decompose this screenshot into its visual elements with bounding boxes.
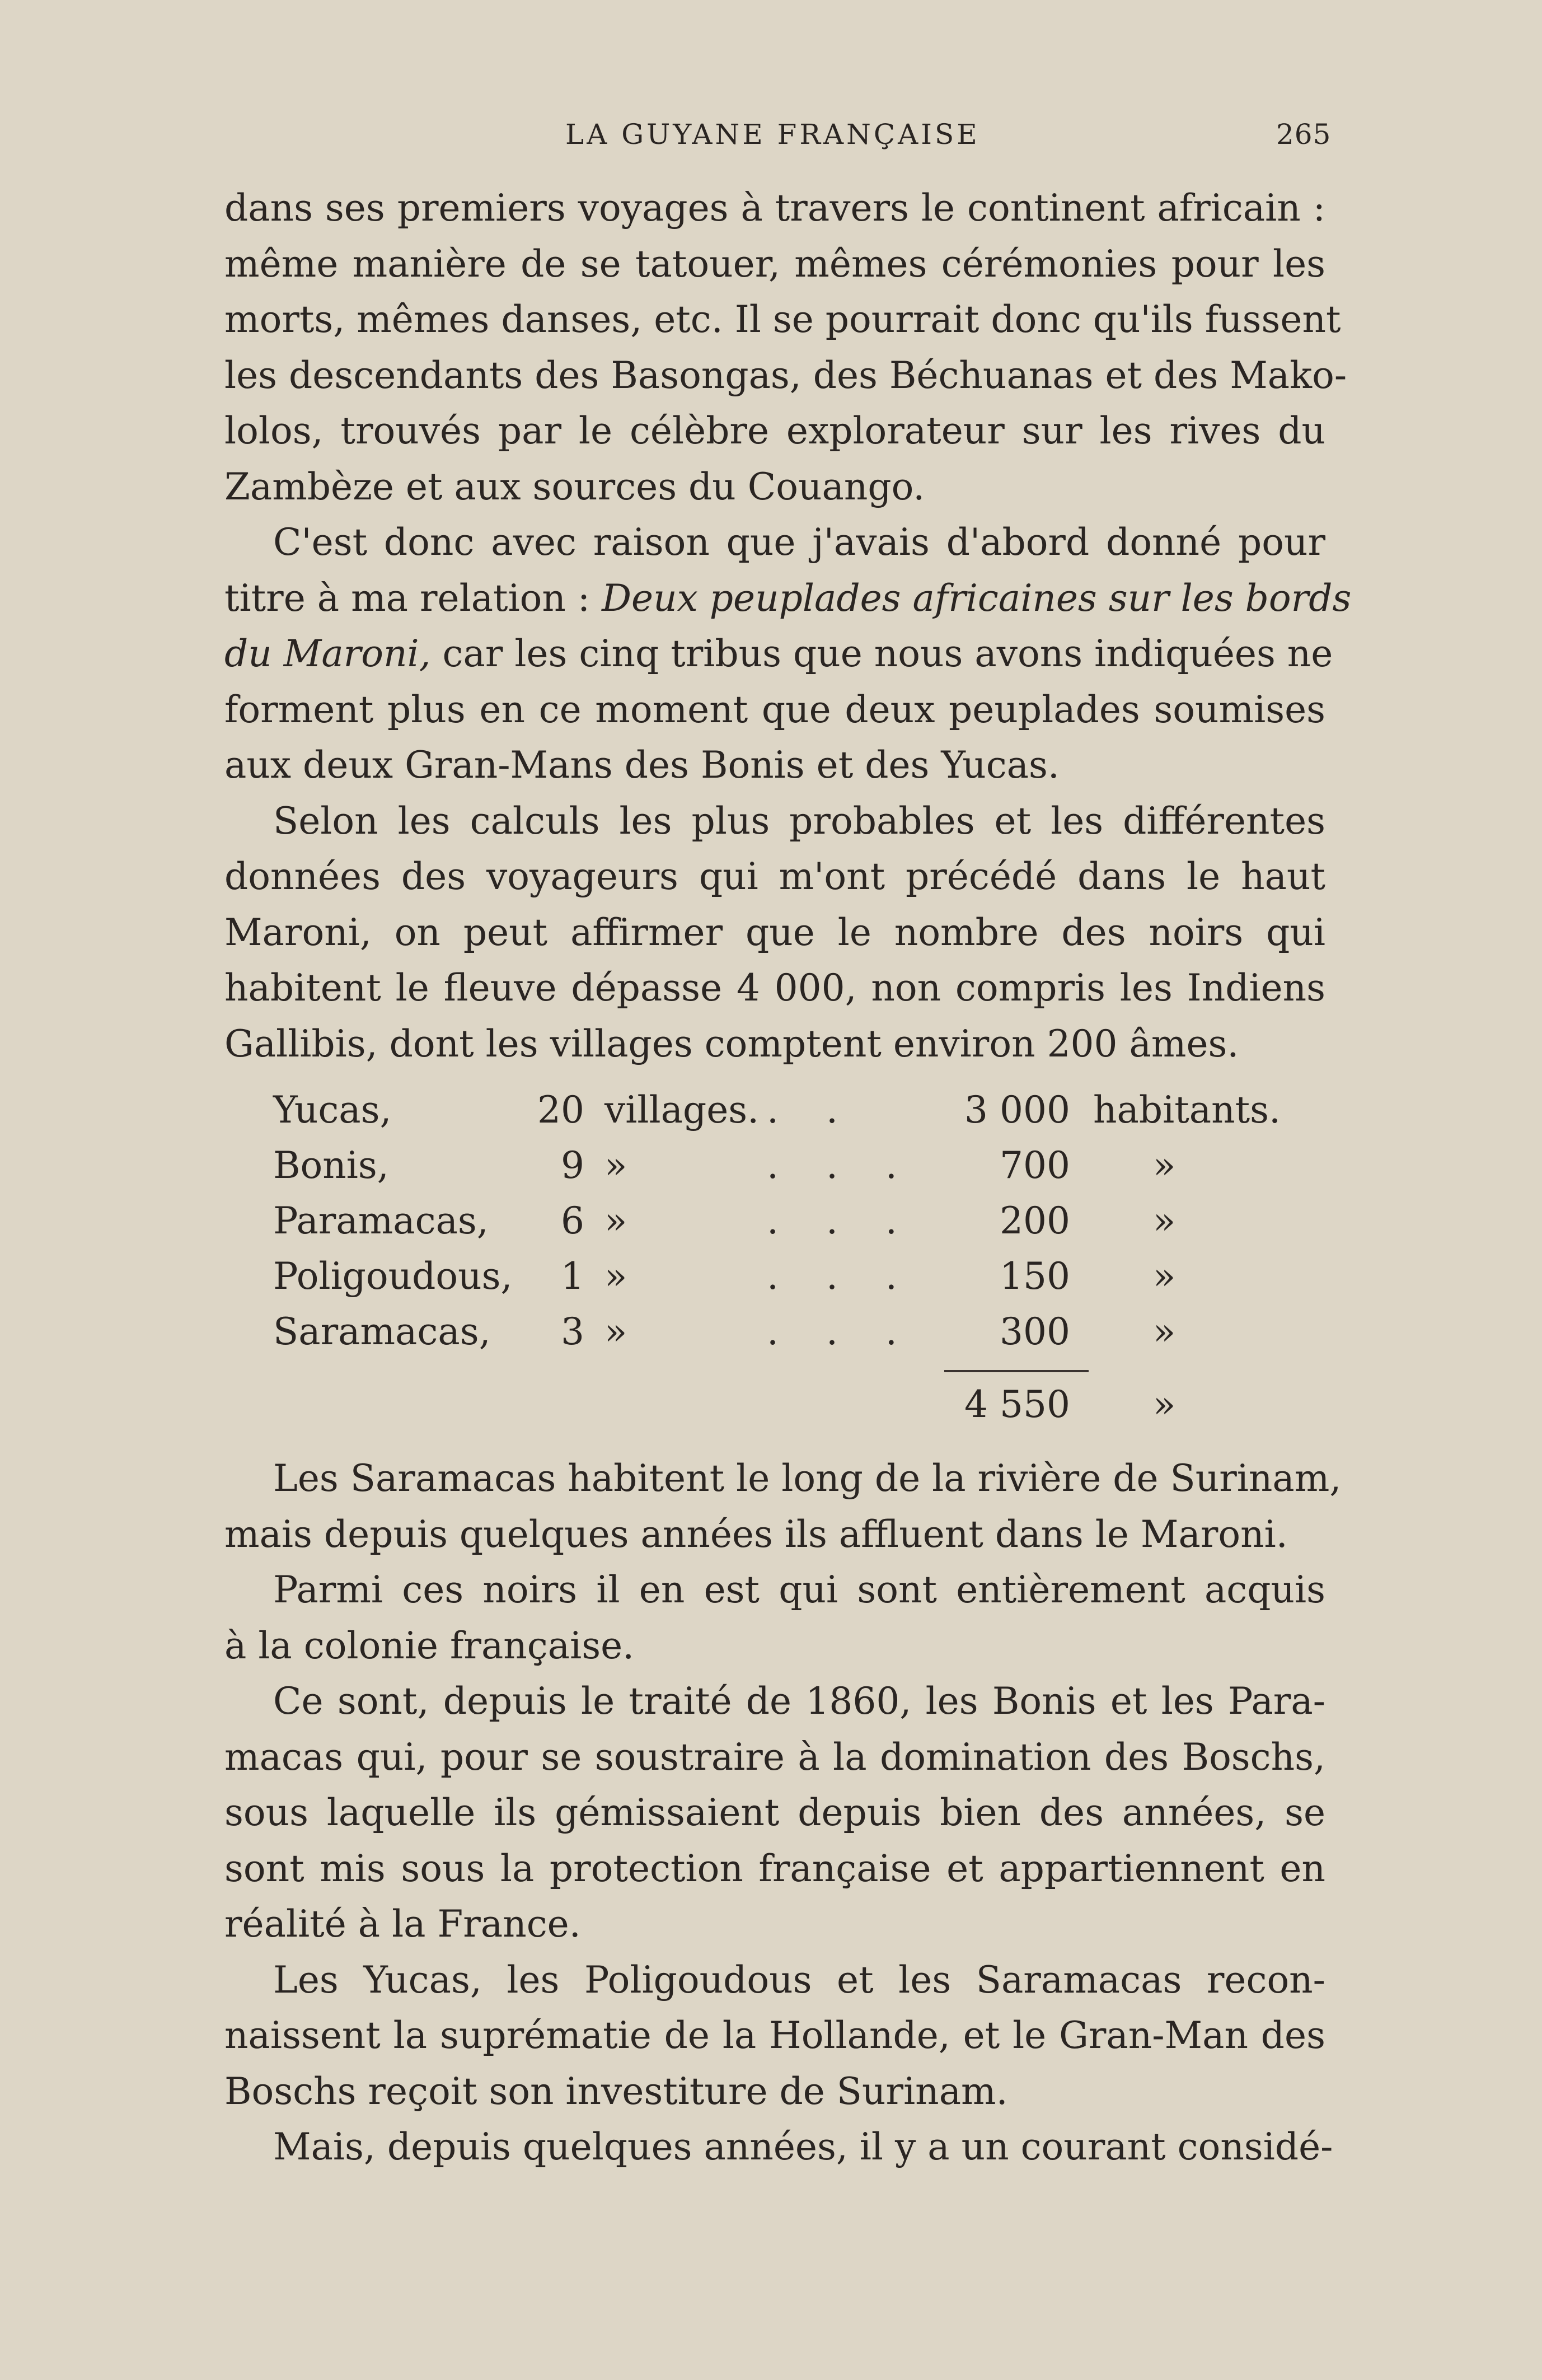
text-line: à la colonie française. [224,1624,635,1667]
table-row [0,1138,1542,1193]
text-line: mais depuis quelques années ils affluent dans le Maroni. [224,1512,1288,1556]
tribe-name: Paramacas, [273,1199,489,1242]
population: 150 [1000,1255,1070,1298]
leader-dots: . . [767,1088,856,1131]
paragraph [224,1952,1325,2120]
text-line: Les Yucas, les Poligoudous et les Saramacas recon- [273,1958,1325,2002]
text-line: les descendants des Basongas, des Béchuanas et des Mako- [224,353,1347,397]
population-unit: » [1153,1255,1176,1298]
text-line: Ce sont, depuis le traité de 1860, les Bonis et les Para- [273,1680,1325,1723]
village-unit: » [604,1255,627,1298]
table-total-row [0,1377,1542,1432]
text-line: C'est donc avec raison que j'avais d'abord donné pour [273,521,1325,564]
text-line: morts, mêmes danses, etc. Il se pourrait donc qu'ils fussent [224,298,1341,341]
text-segment: car les cinq tribus que nous avons indiquées ne [430,632,1333,675]
paragraph [224,180,1347,515]
village-unit: » [604,1310,627,1353]
text-line: Zambèze et aux sources du Couango. [224,465,925,508]
village-count: 3 [561,1310,584,1353]
text-line [224,626,1333,682]
text-line [224,571,1352,626]
text-line: habitent le fleuve dépasse 4 000, non compris les Indiens [224,966,1325,1009]
body-text-bottom [224,1451,1342,2175]
total-unit: » [1153,1383,1176,1426]
population: 300 [1000,1310,1070,1353]
population-unit: » [1153,1144,1176,1187]
paragraph [224,1451,1342,1562]
village-count: 20 [537,1088,584,1131]
village-count: 9 [561,1144,584,1187]
paragraph [224,1562,1325,1673]
table-row [0,1082,1542,1138]
leader-dots: . . . [767,1255,915,1298]
text-line: lolos, trouvés par le célèbre explorateur sur les rives du [224,409,1325,452]
table-row [0,1249,1542,1304]
leader-dots: . . . [767,1310,915,1353]
text-segment: titre à ma relation : [224,576,602,620]
paragraph [224,515,1352,793]
text-line: Gallibis, dont les villages comptent environ 200 âmes. [224,1022,1239,1065]
text-line: sous laquelle ils gémissaient depuis bien des années, se [224,1791,1325,1834]
village-unit: » [604,1199,627,1242]
running-title: LA GUYANE FRANÇAISE [565,118,980,151]
table-row [0,1304,1542,1359]
text-line: aux deux Gran-Mans des Bonis et des Yucas. [224,744,1060,787]
text-line: Selon les calculs les plus probables et les différentes [273,799,1325,843]
tribe-name: Bonis, [273,1144,389,1187]
tribe-name: Poligoudous, [273,1255,513,1298]
table-row [0,1193,1542,1249]
page-number: 265 [1276,118,1332,151]
population: 700 [1000,1144,1070,1187]
text-line: sont mis sous la protection française et appartiennent en [224,1846,1325,1890]
paragraph [224,2119,1333,2175]
text-line: dans ses premiers voyages à travers le continent africain : [224,186,1325,230]
text-line: macas qui, pour se soustraire à la domination des Boschs, [224,1735,1325,1779]
body-text-top [224,180,1352,1072]
text-line: réalité à la France. [224,1902,581,1946]
paragraph [224,793,1325,1072]
total-population: 4 550 [964,1383,1070,1426]
population-unit: » [1153,1199,1176,1242]
text-line: données des voyageurs qui m'ont précédé dans le haut [224,855,1325,898]
village-count: 6 [561,1199,584,1242]
italic-title: Deux peuplades africaines sur les bords [602,576,1352,620]
village-count: 1 [561,1255,584,1298]
text-line: Maroni, on peut affirmer que le nombre des noirs qui [224,910,1325,954]
text-line: naissent la suprématie de la Hollande, et le Gran-Man des [224,2014,1325,2057]
population-unit: habitants. [1093,1088,1281,1131]
text-line: Les Saramacas habitent le long de la rivière de Surinam, [273,1457,1342,1500]
text-line: même manière de se tatouer, mêmes cérémonies pour les [224,242,1325,286]
leader-dots: . . . [767,1199,915,1242]
italic-title: du Maroni, [224,632,431,675]
population: 3 000 [964,1088,1070,1131]
village-unit: villages. [604,1088,760,1131]
text-line: forment plus en ce moment que deux peuplades soumises [224,688,1325,731]
tribe-name: Yucas, [273,1088,392,1131]
tribe-name: Saramacas, [273,1310,491,1353]
village-unit: » [604,1144,627,1187]
population: 200 [1000,1199,1070,1242]
paragraph [224,1673,1325,1952]
text-line: Boschs reçoit son investiture de Surinam. [224,2069,1008,2113]
leader-dots: . . . [767,1144,915,1187]
text-line: Mais, depuis quelques années, il y a un courant considé- [273,2125,1333,2168]
text-line: Parmi ces noirs il en est qui sont entièrement acquis [273,1568,1325,1611]
population-unit: » [1153,1310,1176,1353]
sum-rule [944,1370,1089,1372]
